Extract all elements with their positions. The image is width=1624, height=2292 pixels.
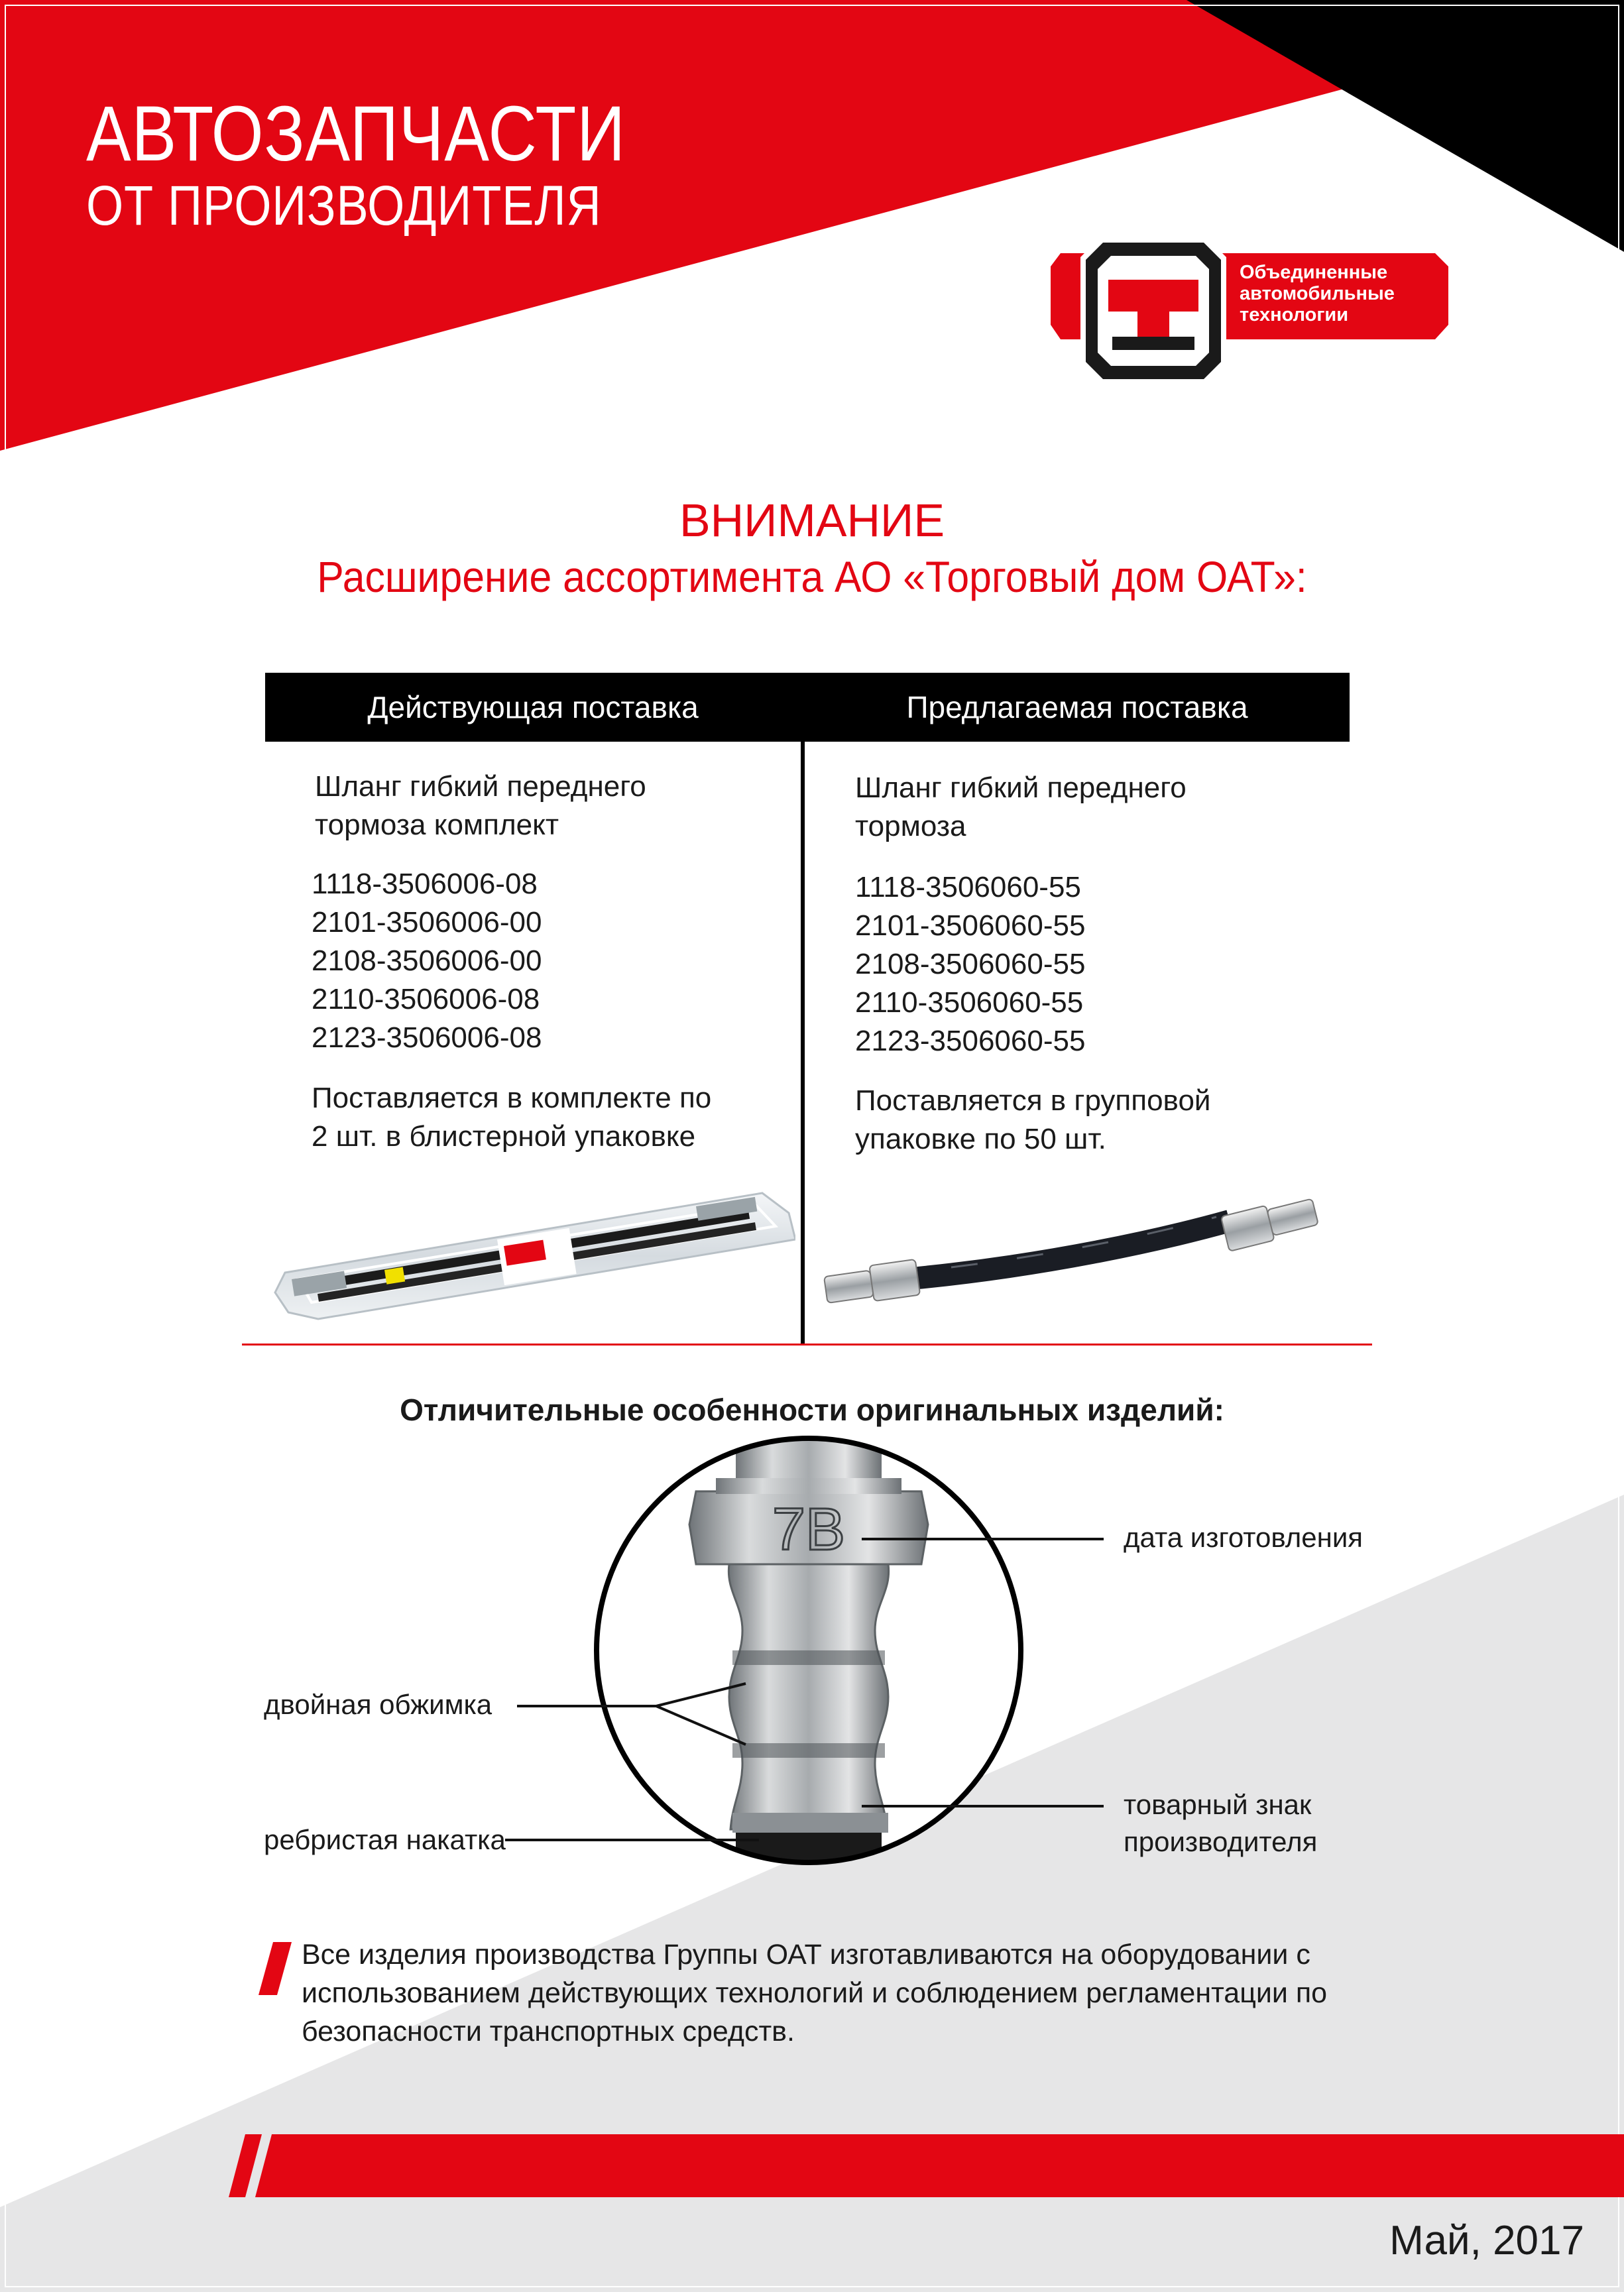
- proposed-code: 2101-3506060-55: [855, 909, 1086, 942]
- proposed-product-name-line2: тормоза: [855, 810, 966, 842]
- proposed-codes: [855, 868, 1085, 1060]
- header-title: [86, 90, 626, 237]
- current-supply-block: [315, 768, 646, 844]
- current-supply-header: Действующая поставка: [265, 673, 801, 742]
- current-code: 2110-3506006-08: [312, 983, 540, 1015]
- blister-pack-image: [272, 1186, 795, 1326]
- logo-caption-line2: автомобильные: [1240, 283, 1395, 304]
- proposed-supply-line1: Поставляется в групповой: [855, 1084, 1211, 1117]
- quality-note: Все изделия производства Группы ОАТ изготавливаются на оборудовании с использованием действующих технологий и соблюдением регламентации по безопасности транспортных средств.: [302, 1939, 1328, 2047]
- note-red-marker: [259, 1942, 292, 1995]
- table-bottom-line: [242, 1344, 1372, 1346]
- notice-subtitle: Расширение ассортимента АО «Торговый дом ОАТ»:: [317, 552, 1307, 601]
- notice-title: ВНИМАНИЕ: [679, 494, 945, 546]
- hose-image: [819, 1186, 1342, 1319]
- header-title-line1: АВТОЗАПЧАСТИ: [86, 90, 626, 178]
- current-supply-line2: 2 шт. в блистерной упаковке: [312, 1120, 696, 1153]
- logo-caption-line1: Объединенные: [1240, 262, 1388, 283]
- logo-caption-line3: технологии: [1240, 304, 1349, 325]
- black-corner-shape: [1187, 0, 1624, 252]
- footer-red-band: [0, 2128, 1624, 2201]
- current-code: 2123-3506006-08: [312, 1021, 542, 1054]
- proposed-code: 1118-3506060-55: [855, 871, 1081, 903]
- current-supply-line1: Поставляется в комплекте по: [312, 1082, 712, 1114]
- proposed-supply-block: [855, 769, 1187, 846]
- proposed-code: 2108-3506060-55: [855, 948, 1086, 980]
- current-code: 2108-3506006-00: [312, 945, 542, 977]
- callout-trademark-line1: товарный знак: [1124, 1789, 1312, 1820]
- current-supply-terms: [312, 1079, 711, 1156]
- date-stamp-text: 7B: [772, 1497, 846, 1563]
- proposed-code: 2110-3506060-55: [855, 986, 1084, 1019]
- features-title: Отличительные особенности оригинальных изделий:: [400, 1393, 1224, 1427]
- current-code: 1118-3506006-08: [312, 868, 538, 900]
- current-product-name-line1: Шланг гибкий переднего: [315, 770, 646, 803]
- proposed-supply-line2: упаковке по 50 шт.: [855, 1123, 1106, 1155]
- fitting-closeup-image: [583, 1432, 1034, 1869]
- callout-ribbed-knurl: ребристая накатка: [264, 1824, 506, 1855]
- callout-manufacture-date: дата изготовления: [1124, 1522, 1363, 1553]
- current-product-name-line2: тормоза комплект: [315, 809, 559, 841]
- proposed-product-name-line1: Шланг гибкий переднего: [855, 772, 1187, 804]
- proposed-supply-terms: [855, 1082, 1211, 1159]
- callout-trademark-line2: производителя: [1124, 1826, 1318, 1857]
- issue-date: Май, 2017: [1389, 2218, 1584, 2263]
- proposed-supply-header: Предлагаемая поставка: [805, 673, 1350, 742]
- callout-trademark: [1124, 1786, 1317, 1861]
- header-title-line2: ОТ ПРОИЗВОДИТЕЛЯ: [86, 174, 602, 237]
- logo-caption: [1240, 262, 1395, 325]
- callout-double-crimp: двойная обжимка: [264, 1689, 493, 1720]
- table-column-divider: [801, 673, 805, 1346]
- current-codes: [312, 865, 542, 1057]
- proposed-code: 2123-3506060-55: [855, 1025, 1086, 1057]
- current-code: 2101-3506006-00: [312, 906, 542, 939]
